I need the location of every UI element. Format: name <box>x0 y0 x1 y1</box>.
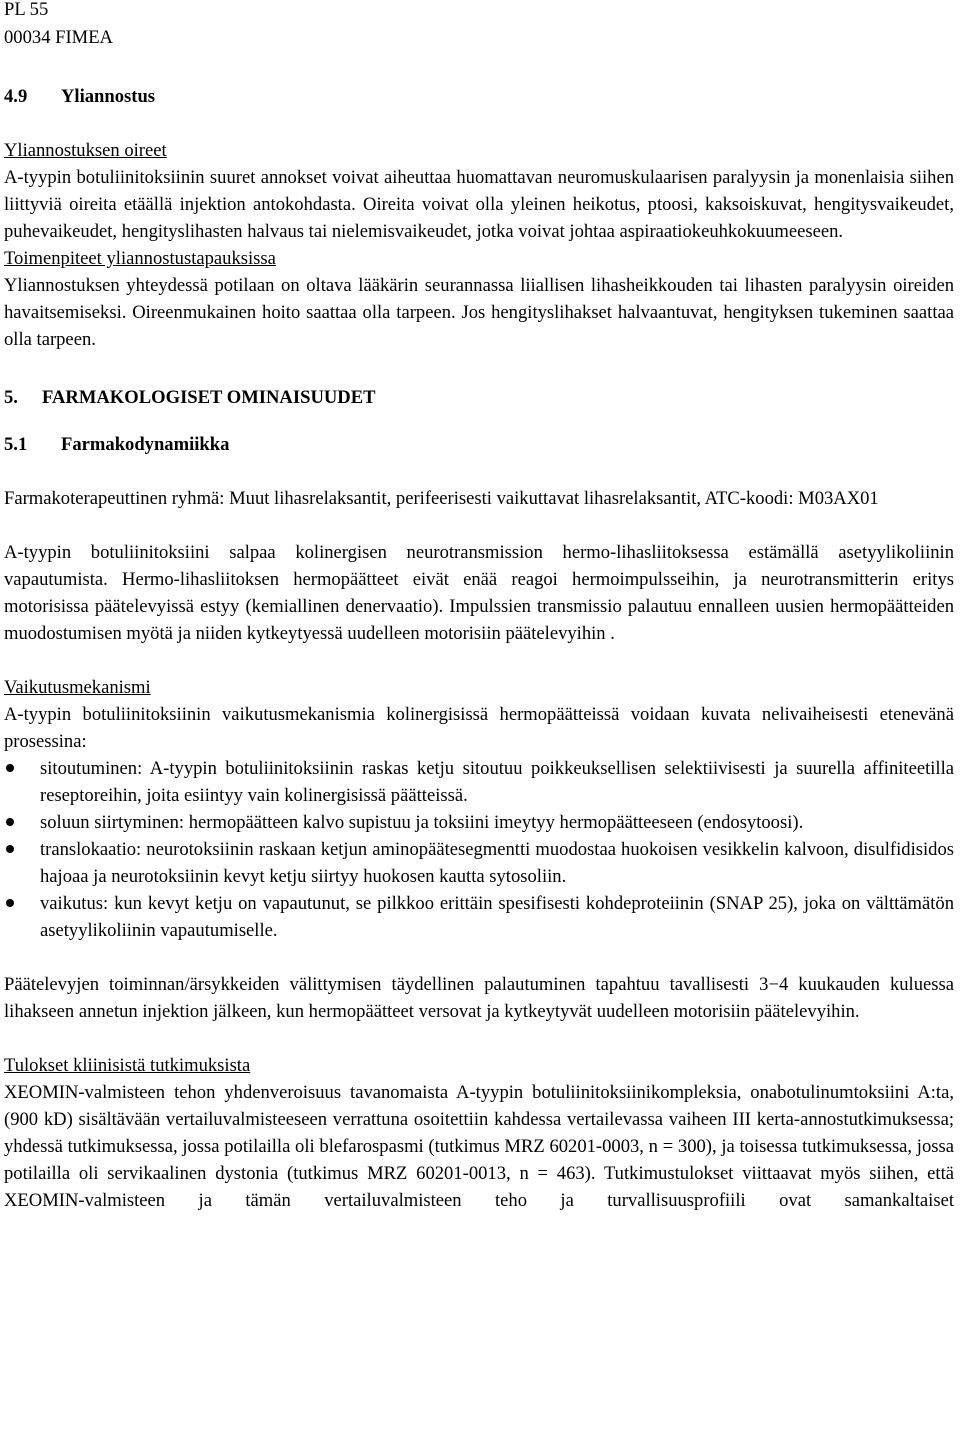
bullet-icon <box>6 764 14 772</box>
address-line-1: PL 55 <box>4 0 49 20</box>
list-item: vaikutus: kun kevyt ketju on vapautunut, se pilkkoo erittäin spesifisesti kohdeproteiinin (SNAP 25), joka on välttämätön asetyylikoliinin vapautumiselle. <box>4 890 954 944</box>
bullet-icon <box>6 818 14 826</box>
list-item: soluun siirtyminen: hermopäätteen kalvo supistuu ja toksiini imeytyy hermopäätteeseen (endosytoosi). <box>4 809 954 836</box>
overdose-symptoms-title: Yliannostuksen oireet <box>4 140 167 161</box>
section-number: 5. <box>4 387 18 408</box>
mechanism-title: Vaikutusmekanismi <box>4 677 151 698</box>
mechanism-intro: A-tyypin botuliinitoksiinin vaikutusmekanismia kolinergisissä hermopäätteissä voidaan kuvata nelivaiheisesti etenevänä prosessina: <box>4 704 954 752</box>
section-title: FARMAKOLOGISET OMINAISUUDET <box>42 387 376 408</box>
section-5-1-heading <box>4 431 954 458</box>
mechanism-steps-list <box>4 755 954 944</box>
mechanism-summary: A-tyypin botuliinitoksiini salpaa kolinergisen neurotransmission hermo-lihasliitoksessa estämällä asetyylikoliinin vapautumista. Hermo-lihasliitoksen hermopäätteet eivät enää reagoi hermoimpulsseihin, ja neurotransmitterin eritys motorisissa päätelevyissä estyy (kemiallinen denervaatio). Impulssien transmissio palautuu ennalleen uusien hermopäätteiden muodostumisen myötä ja niiden kytkeytyessä uudelleen motorisiin päätelevyihin . <box>4 542 954 644</box>
section-number: 5.1 <box>4 434 28 455</box>
overdose-symptoms-text: A-tyypin botuliinitoksiinin suuret annokset voivat aiheuttaa huomattavan neuromuskulaarisen paralyysin ja monenlaisia siihen liittyviä oireita etäällä injektion antokohdasta. Oireita voivat olla yleinen heikotus, ptoosi, kaksoiskuvat, hengitysvaikeudet, puhevaikeudet, hengityslihasten halvaus tai nielemisvaikeudet, jotka voivat johtaa aspiraatiokeuhkokuumeeseen. <box>4 167 954 242</box>
section-number: 4.9 <box>4 86 28 107</box>
bullet-icon <box>6 845 14 853</box>
bullet-icon <box>6 899 14 907</box>
section-title: Farmakodynamiikka <box>61 434 230 455</box>
section-5-heading <box>4 384 954 411</box>
section-4-9-heading <box>4 83 954 110</box>
address-header <box>4 0 954 52</box>
recovery-paragraph: Päätelevyjen toiminnan/ärsykkeiden välittymisen täydellinen palautuminen tapahtuu tavallisesti 3−4 kuukauden kuluessa lihakseen annetun injektion jälkeen, kun hermopäätteet versovat ja kytkeytyvät uudelleen motorisiin päätelevyihin. <box>4 974 954 1022</box>
address-line-2: 00034 FIMEA <box>4 27 113 48</box>
section-title: Yliannostus <box>61 86 156 107</box>
clinical-results-title: Tulokset kliinisistä tutkimuksista <box>4 1055 251 1076</box>
overdose-measures-title: Toimenpiteet yliannostustapauksissa <box>4 248 276 269</box>
clinical-results-text: XEOMIN-valmisteen tehon yhdenveroisuus tavanomaista A-tyypin botuliinitoksiinikompleksia, onabotulinumtoksiini A:ta, (900 kD) sisältävään vertailuvalmisteeseen verrattuna osoitettiin kahdessa vertailevassa vaiheen III kerta-annostutkimuksessa; yhdessä tutkimuksessa, jossa potilailla oli blefarospasmi (tutkimus MRZ 60201-0003, n = 300), ja toisessa tutkimuksessa, jossa potilailla oli servikaalinen dystonia (tutkimus MRZ 60201-0013, n = 463). Tutkimustulokset viittaavat myös siihen, että XEOMIN-valmisteen ja tämän vertailuvalmisteen teho ja turvallisuusprofiili ovat samankaltaiset <box>4 1082 954 1211</box>
pharmacotherapeutic-group: Farmakoterapeuttinen ryhmä: Muut lihasrelaksantit, perifeerisesti vaikuttavat lihasrelaksantit, ATC-koodi: M03AX01 <box>4 488 879 509</box>
overdose-measures-text: Yliannostuksen yhteydessä potilaan on oltava lääkärin seurannassa liiallisen lihasheikkouden tai lihasten paralyysin oireiden havaitsemiseksi. Oireenmukainen hoito saattaa olla tarpeen. Jos hengityslihakset halvaantuvat, hengityksen tukeminen saattaa olla tarpeen. <box>4 275 954 350</box>
list-item: translokaatio: neurotoksiinin raskaan ketjun aminopäätesegmentti muodostaa huokoisen vesikkelin kalvoon, disulfidisidos hajoaa ja neurotoksiinin kevyt ketju siirtyy huokosen kautta sytosoliin. <box>4 836 954 890</box>
list-item: sitoutuminen: A-tyypin botuliinitoksiinin raskas ketju sitoutuu poikkeuksellisen selektiivisesti ja suurella affiniteetilla reseptoreihin, joita esiintyy vain kolinergisissä päätteissä. <box>4 755 954 809</box>
